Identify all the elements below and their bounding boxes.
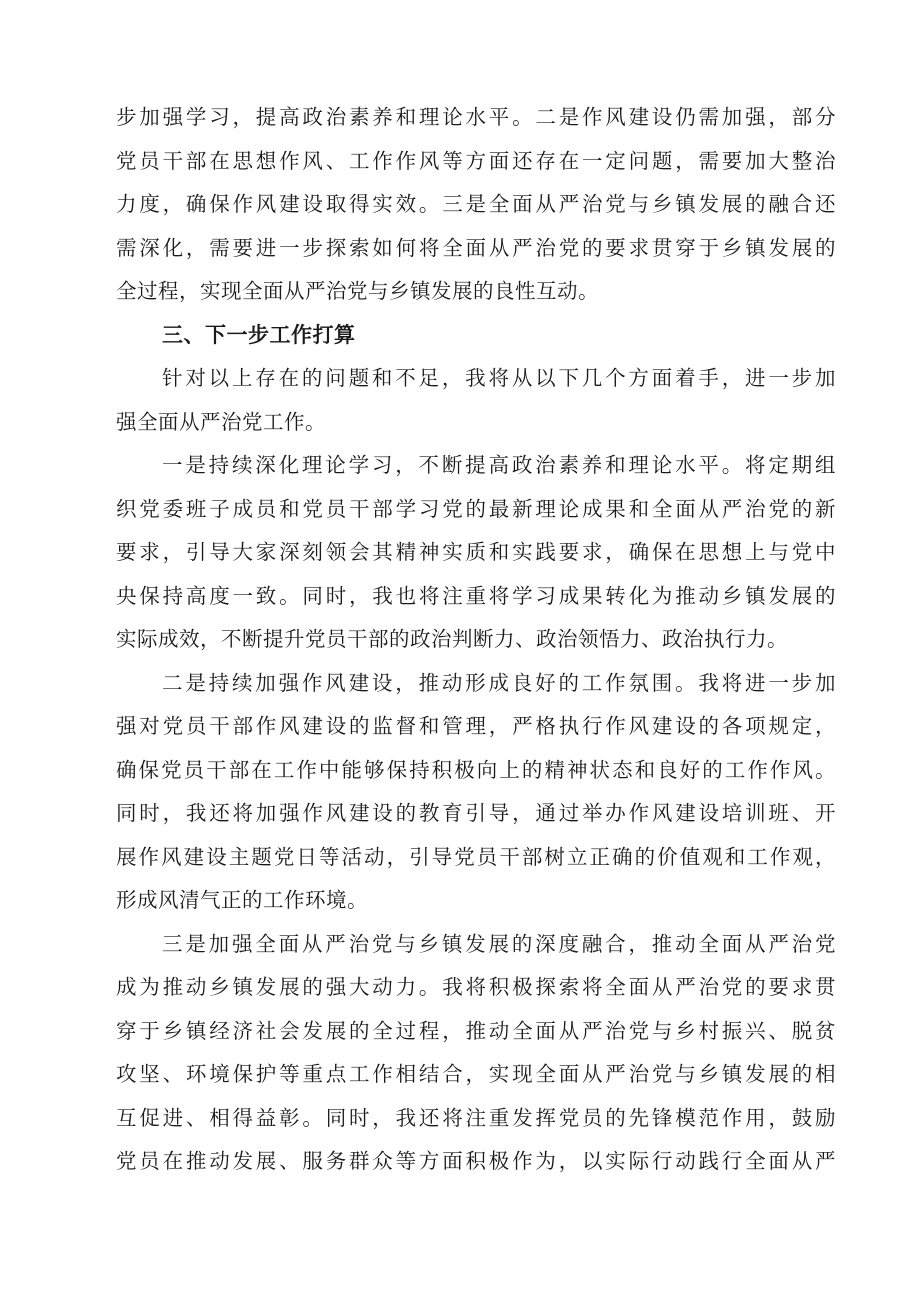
text-line: 攻坚、环境保护等重点工作相结合，实现全面从严治党与乡镇发展的相 [116, 1062, 836, 1086]
paragraph-intro [116, 357, 836, 444]
text-line: 成为推动乡镇发展的强大动力。我将积极探索将全面从严治党的要求贯 [116, 975, 836, 999]
text-line: 党员干部在思想作风、工作作风等方面还存在一定问题，需要加大整治 [116, 148, 836, 173]
text-line: 强全面从严治党工作。 [116, 409, 326, 434]
text-line: 织党委班子成员和党员干部学习党的最新理论成果和全面从严治党的新 [116, 496, 836, 521]
section-heading: 三、下一步工作打算 [162, 322, 356, 347]
paragraph-continued [116, 96, 836, 314]
paragraph-theory-study [116, 444, 836, 662]
text-line: 穿于乡镇经济社会发展的全过程，推动全面从严治党与乡村振兴、脱贫 [116, 1018, 836, 1043]
paragraph-integration [116, 923, 836, 1184]
text-line: 形成风清气正的工作环境。 [116, 888, 368, 912]
text-line: 力度，确保作风建设取得实效。三是全面从严治党与乡镇发展的融合还 [116, 192, 836, 216]
text-line: 针对以上存在的问题和不足，我将从以下几个方面着手，进一步加 [162, 366, 836, 390]
text-line: 央保持高度一致。同时，我也将注重将学习成果转化为推动乡镇发展的 [116, 583, 836, 608]
document-body [116, 96, 836, 1184]
text-line: 强对党员干部作风建设的监督和管理，严格执行作风建设的各项规定， [116, 714, 836, 738]
text-line: 要求，引导大家深刻领会其精神实质和实践要求，确保在思想上与党中 [116, 540, 836, 564]
text-line: 需深化，需要进一步探索如何将全面从严治党的要求贯穿于乡镇发展的 [116, 235, 836, 260]
text-line: 互促进、相得益彰。同时，我还将注重发挥党员的先锋模范作用，鼓励 [116, 1105, 836, 1130]
text-line: 步加强学习，提高政治素养和理论水平。二是作风建设仍需加强，部分 [116, 105, 836, 129]
text-line: 一是持续深化理论学习，不断提高政治素养和理论水平。将定期组 [162, 453, 836, 477]
text-line: 党员在推动发展、服务群众等方面积极作为，以实际行动践行全面从严 [116, 1149, 836, 1173]
text-line: 三是加强全面从严治党与乡镇发展的深度融合，推动全面从严治党 [162, 931, 836, 956]
text-line: 实际成效，不断提升党员干部的政治判断力、政治领悟力、政治执行力。 [116, 627, 788, 651]
paragraph-work-style [116, 662, 836, 923]
text-line: 展作风建设主题党日等活动，引导党员干部树立正确的价值观和工作观， [116, 844, 836, 869]
text-line: 二是持续加强作风建设，推动形成良好的工作氛围。我将进一步加 [162, 670, 836, 695]
text-line: 全过程，实现全面从严治党与乡镇发展的良性互动。 [116, 279, 599, 303]
text-line: 确保党员干部在工作中能够保持积极向上的精神状态和良好的工作作风。 [116, 757, 836, 782]
text-line: 同时，我还将加强作风建设的教育引导，通过举办作风建设培训班、开 [116, 801, 836, 825]
